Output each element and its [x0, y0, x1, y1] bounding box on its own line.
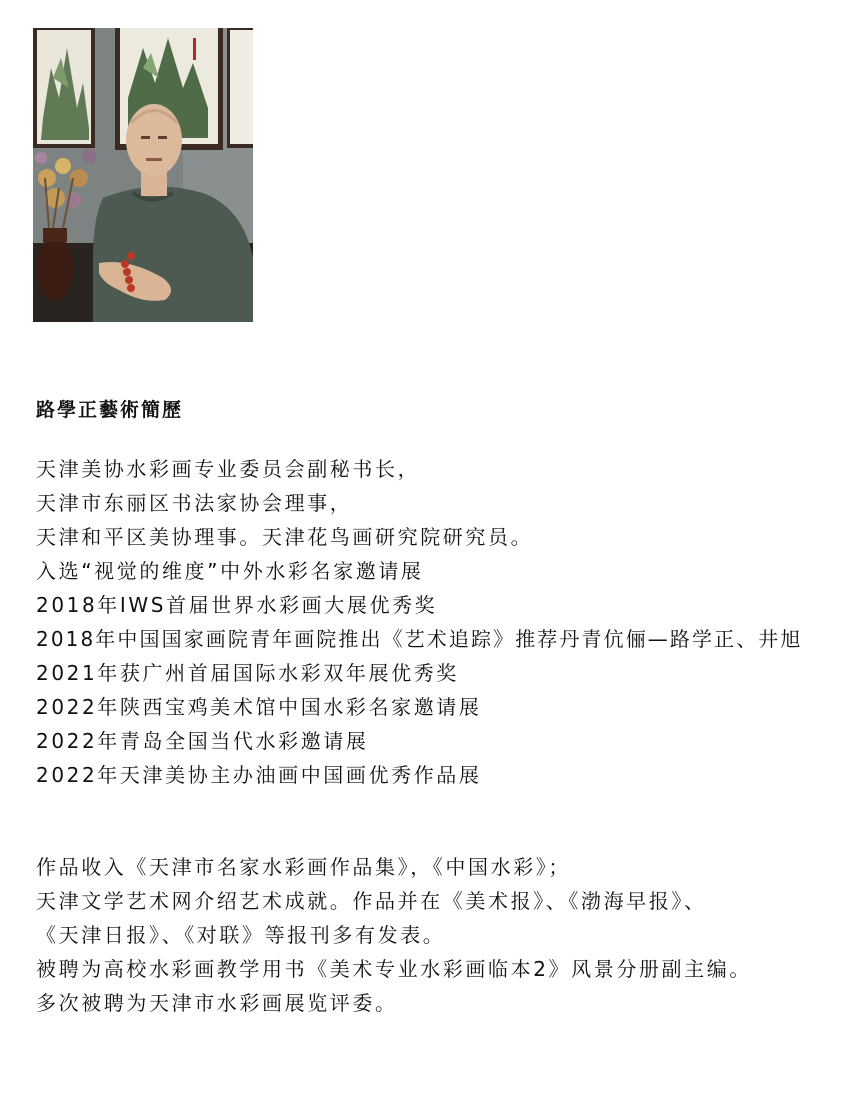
honor-item: 天津和平区美协理事。天津花鸟画研究院研究员。 [36, 525, 534, 549]
honor-item: 2022年青岛全国当代水彩邀请展 [36, 729, 369, 753]
works-item: 被聘为高校水彩画教学用书《美术专业水彩画临本2》风景分册副主编。 [36, 957, 752, 981]
resume-title: 路學正藝術簡歷 [36, 399, 184, 421]
honor-item: 2018年IWS首届世界水彩画大展优秀奖 [36, 593, 438, 617]
works-list [36, 850, 752, 1020]
honor-item: 2022年陕西宝鸡美术馆中国水彩名家邀请展 [36, 695, 482, 719]
honor-item: 天津市东丽区书法家协会理事， [36, 491, 353, 515]
portrait-illustration [33, 28, 253, 322]
honor-item: 2018年中国国家画院青年画院推出《艺术追踪》推荐丹青伉俪—路学正、井旭 [36, 627, 803, 651]
honors-list [36, 452, 803, 792]
honor-item: 2022年天津美协主办油画中国画优秀作品展 [36, 763, 482, 787]
honor-item: 天津美协水彩画专业委员会副秘书长， [36, 457, 421, 481]
artist-portrait-photo [33, 28, 253, 322]
works-item: 作品收入《天津市名家水彩画作品集》，《中国水彩》； [36, 855, 571, 879]
works-item: 多次被聘为天津市水彩画展览评委。 [36, 991, 398, 1015]
honor-item: 入选“视觉的维度”中外水彩名家邀请展 [36, 559, 424, 583]
honor-item: 2021年获广州首届国际水彩双年展优秀奖 [36, 661, 459, 685]
works-item: 《天津日报》、《对联》等报刊多有发表。 [36, 923, 446, 947]
works-item: 天津文学艺术网介绍艺术成就。作品并在《美术报》、《渤海早报》、 [36, 889, 707, 913]
